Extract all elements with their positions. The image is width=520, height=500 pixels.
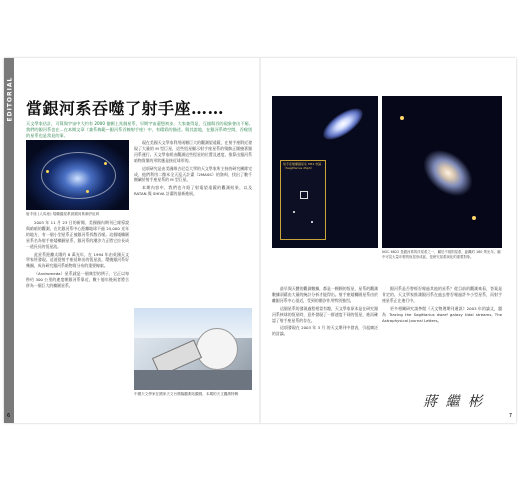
paragraph: 銀河系是否曾經吞噬過其他的星系？從目前的觀測來看，答案是肯定的。天文學家推測銀河系在過去曾吞噬過許多小型星系，而射手座星系正在進行中。 — [382, 286, 502, 303]
galaxy-blob — [414, 140, 481, 205]
page-number-right: 7 — [508, 413, 512, 419]
star-dot — [293, 211, 295, 213]
page-number-left: 6 — [7, 413, 11, 419]
star-dot — [311, 221, 313, 223]
editor-signature: 蔣 繼 彬 — [423, 394, 484, 410]
inset-frame — [280, 160, 326, 240]
paragraph: 更多相關研究請參閱《天文物理期刊通訊》2003 年的論文，題為 Tracing the Sagittarius dwarf galaxy tidal streams, The Astrophysical Journal Letters。 — [382, 305, 502, 323]
paragraph: （Andromeda）星系就是一個典型的例子，它正以每秒約 300 公里的速度朝銀河系靠近，數十億年後兩者將合併為一個巨大的橢圓星系。 — [26, 271, 129, 289]
inset-label: 射手座矮橢圓星系 M54 核區（Sagittarius dSph） — [283, 162, 322, 170]
galaxy-photo — [382, 96, 502, 248]
figure1-caption: 射手座 (人馬座) 矮橢圓星系被銀河系潮汐扯碎 — [26, 212, 100, 216]
galaxy-halo — [41, 152, 116, 199]
paragraph: 這個星系的發現過程相當有趣，天文學家原本是在研究銀河系核球的恆星時，意外發現了一群速度不同的恆星，進而確認了射手座星系的存在。 — [272, 305, 378, 323]
sagittarius-photo — [272, 96, 378, 248]
left-page — [4, 58, 260, 423]
paragraph: 現在美國天文學家利用兩顆巨大的觀測望遠鏡，在射手座附近發現了大量的 M 型巨星，這些恆星顯示射手座星系的殘骸正圍繞著銀河系運行。天文學家經由觀測這些恆星的位置及速度，推算出銀河系暗物質暈的形狀應是接近球形的。 — [134, 140, 252, 163]
figure2-caption: 中國天文學家在國家天文台興隆觀測站觀測，本期的天文觀測特輯 — [134, 392, 239, 396]
sky — [134, 308, 252, 338]
sidebar-label: EDITORIAL — [6, 76, 14, 122]
star-marker — [86, 190, 89, 193]
right-page — [260, 58, 516, 423]
left-column-1 — [26, 220, 129, 291]
paragraph: 這項發現在 2003 年 3 月 的天文期刊中發表，引起廣泛的討論。 — [272, 325, 378, 337]
galaxy-blob — [318, 103, 367, 146]
paragraph: 2003 年 11 月 23 日的新聞，美國國內期刊已報導說與暗暗的觀測，在比銀河系中心距離地球不過 25,000 光年的地方，有一個小型星系正被銀河系拆散吞噬。這個矮橢圓星系名為射手座矮橢圓星系，銀河系的潮汐力正將它拉長成一道長長的恆星流。 — [26, 220, 129, 249]
ground — [134, 370, 252, 390]
star-dot — [472, 216, 476, 220]
paragraph: 最早與天體的觀測數據，都是一顆顆的恆星，星系的觀測數據須藉由大量的統計分析才能得出。射手座矮橢圓星系由於離銀河系中心很近，受到的潮汐作用特別強烈。 — [272, 286, 378, 303]
star-dot — [400, 116, 404, 120]
figure-caption: NGC 6822 是銀河系的伴星系之一，屬於不規則星系，距離約 160 萬光年。圖中可見大量年輕的恆星形成區，是研究星系演化的重要對象。 — [382, 250, 501, 259]
magazine-spread — [4, 58, 516, 423]
galaxy-illustration — [26, 140, 129, 210]
paragraph: 本期內容中，我們也介紹了射電望遠鏡的觀測結果，以及 RATAN 與 SHIVA 計畫的最新進展。 — [134, 185, 252, 197]
paragraph: 此星系距離太陽約 8 萬光年，在 1994 年由英國天文學家所發現。這道從射手座延伸出的恆星流，環繞銀河系好幾圈，成為研究銀河系暗物質分布的重要線索。 — [26, 251, 129, 269]
left-column-2 — [134, 140, 252, 199]
paragraph: 這項研究是由美國維吉尼亞大學的天文學家所主持的研究團隊完成，他們利用二微米全天巡天計畫（2MASS）的資料，找出了數千顆屬於射手座星系的 M 型巨星。 — [134, 165, 252, 183]
article-title: 當銀河系吞噬了射手座…… — [26, 99, 225, 118]
observatory-dome — [196, 328, 238, 370]
telescope-photo — [134, 308, 252, 390]
star-marker — [104, 162, 107, 165]
star-marker — [46, 170, 49, 173]
article-lead: 天文學家估計，可算與宇宙中大約有 2000 億顆上兆個星系，早期宇宙還想初步，大家兼得是，互撞與吞的現象會出不窮。我們的銀河系也在…在本期文章《兼系典範—銀河系吞蝕射手座》中，有精彩的描述。與其說地，在銀河系時空間，吞噬別的星系也是常見的事。 — [26, 121, 253, 138]
target-box — [300, 191, 308, 199]
editorial-sidebar — [4, 58, 14, 423]
right-column-2 — [382, 286, 502, 325]
right-column-1 — [272, 286, 378, 339]
